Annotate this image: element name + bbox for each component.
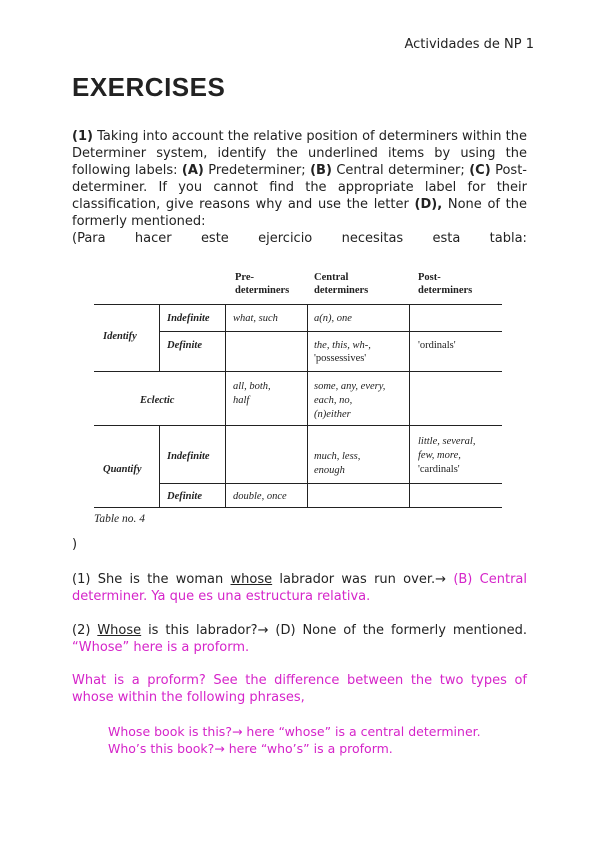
sub-label-definite: Definite bbox=[167, 340, 202, 351]
cell: few, more, bbox=[418, 450, 461, 461]
page-title: EXERCISES bbox=[72, 72, 226, 102]
label-b: (B) bbox=[310, 163, 332, 178]
instruction-text: Taking into account the relative position of determiners within the Determiner system, identify the underlined items by using the following labels: bbox=[72, 129, 527, 178]
cell: 'possessives' bbox=[314, 353, 367, 364]
table-rule bbox=[225, 304, 226, 507]
underlined-item: Whose bbox=[97, 623, 142, 638]
exercise-2 bbox=[72, 622, 527, 656]
header-post-determiners: Post- determiners bbox=[418, 272, 473, 296]
table-rule bbox=[94, 425, 502, 426]
sentence-text: (2) bbox=[72, 623, 98, 638]
row-label-eclectic: Eclectic bbox=[140, 395, 175, 406]
proform-question: What is a proform? See the difference between the two types of whose within the following phrases, bbox=[72, 673, 527, 705]
header-central-determiners: Central determiners bbox=[314, 272, 369, 296]
example-line: Whose book is this?→ here “whose” is a central determiner. bbox=[108, 724, 481, 739]
label-a: (A) bbox=[181, 163, 204, 178]
cell: 'cardinals' bbox=[418, 464, 460, 475]
label-c: (C) bbox=[469, 163, 491, 178]
exercise-1 bbox=[72, 571, 527, 605]
cell: what, such bbox=[233, 313, 278, 324]
word: hacer bbox=[134, 231, 172, 246]
table-rule bbox=[94, 371, 502, 372]
table-rule bbox=[159, 331, 502, 332]
answer-text: “Whose” here is a proform. bbox=[72, 640, 250, 655]
cell: (n)either bbox=[314, 409, 351, 420]
label-d: (D), bbox=[414, 197, 443, 212]
example-line: Who’s this book?→ here “who’s” is a proform. bbox=[108, 741, 393, 756]
sub-label-indefinite: Indefinite bbox=[167, 451, 210, 462]
sentence-text: is this labrador?→ (D) None of the formerly mentioned. bbox=[141, 623, 528, 638]
word: (Para bbox=[72, 231, 106, 246]
instruction-text: Predeterminer; bbox=[203, 163, 311, 178]
word: esta bbox=[432, 231, 461, 246]
page-header: Actividades de NP 1 bbox=[404, 37, 534, 52]
instruction-text: Central determiner; bbox=[331, 163, 470, 178]
closing-parenthesis: ) bbox=[72, 537, 78, 552]
answer-text: (B) Central determiner. Ya que es una estructura relativa. bbox=[72, 572, 527, 604]
word: este bbox=[200, 231, 229, 246]
instruction-text: Post-determiner. If you cannot find the appropriate label for their classification, give reasons why and use the letter bbox=[72, 163, 527, 212]
row-label-quantify: Quantify bbox=[103, 464, 142, 475]
cell: enough bbox=[314, 465, 345, 476]
cell: all, both, bbox=[233, 381, 271, 392]
header-pre-determiners: Pre- determiners bbox=[235, 272, 290, 296]
instruction-text: None of the formerly mentioned: bbox=[72, 197, 527, 229]
sub-label-definite: Definite bbox=[167, 491, 202, 502]
cell: some, any, every, bbox=[314, 381, 386, 392]
table-rule bbox=[94, 507, 502, 508]
table-rule bbox=[159, 483, 502, 484]
sentence-text: (1) She is the woman bbox=[72, 572, 231, 587]
sentence-text: labrador was run over.→ bbox=[272, 572, 454, 587]
word: necesitas bbox=[341, 231, 404, 246]
word: tabla: bbox=[489, 231, 527, 246]
table-rule bbox=[159, 425, 160, 507]
cell: each, no, bbox=[314, 395, 353, 406]
table-rule bbox=[409, 304, 410, 507]
table-rule bbox=[94, 304, 502, 305]
cell: the, this, wh-, bbox=[314, 340, 371, 351]
table-rule bbox=[307, 304, 308, 507]
cell: double, once bbox=[233, 491, 287, 502]
cell: half bbox=[233, 395, 250, 406]
cell: a(n), one bbox=[314, 313, 352, 324]
underlined-item: whose bbox=[230, 572, 273, 587]
sub-label-indefinite: Indefinite bbox=[167, 313, 210, 324]
cell: 'ordinals' bbox=[418, 340, 456, 351]
word: ejercicio bbox=[258, 231, 313, 246]
row-label-identify: Identify bbox=[103, 331, 137, 342]
table-caption: Table no. 4 bbox=[94, 513, 146, 525]
table-rule bbox=[159, 304, 160, 371]
exercise-number: (1) bbox=[72, 129, 93, 144]
cell: much, less, bbox=[314, 451, 361, 462]
cell: little, several, bbox=[418, 436, 476, 447]
